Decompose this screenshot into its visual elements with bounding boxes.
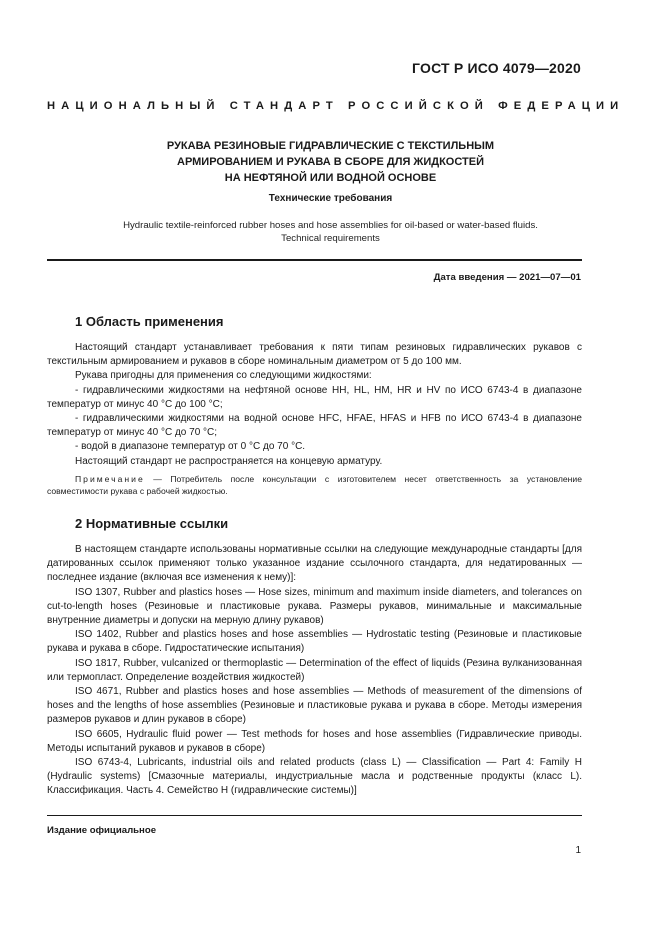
- english-title-line: Hydraulic textile-reinforced rubber hoses and hose assemblies for oil-based or water-based fluids.: [123, 220, 538, 231]
- paragraph: - гидравлическими жидкостями на нефтяной основе HH, HL, HM, HR и HV по ИСО 6743-4 в диапазоне температур от минус 40 °C до 100 °C;: [47, 384, 582, 410]
- section-heading: 2 Нормативные ссылки: [75, 516, 229, 531]
- section-heading: 1 Область применения: [75, 314, 224, 329]
- national-standard-banner: НАЦИОНАЛЬНЫЙ СТАНДАРТ РОССИЙСКОЙ ФЕДЕРАЦИИ: [47, 100, 625, 112]
- reference-item: ISO 1307, Rubber and plastics hoses — Hose sizes, minimum and maximum inside diameters, and tolerances on cut-to-length hoses (Резиновые и пластиковые рукава. Размеры рукавов, минимальные и максимальные внутренние диаметры и допуски на мерную длину рукавов): [47, 586, 582, 627]
- introduction-date: Дата введения — 2021—07—01: [433, 272, 581, 283]
- footer-divider: [47, 815, 582, 816]
- paragraph: В настоящем стандарте использованы нормативные ссылки на следующие международные стандарты [для датированных ссылок применяют только указанное издание ссылочного стандарта, для недатированных — последнее издание (включая все изменения к нему)]:: [47, 544, 582, 584]
- title-line: АРМИРОВАНИЕМ И РУКАВА В СБОРЕ ДЛЯ ЖИДКОСТЕЙ: [177, 156, 484, 168]
- reference-item: ISO 1402, Rubber and plastics hoses and hose assemblies — Hydrostatic testing (Резиновые и пластиковые рукава и рукава в сборе. Гидростатические испытания): [47, 629, 582, 655]
- paragraph: Настоящий стандарт не распространяется на концевую арматуру.: [75, 455, 383, 467]
- page-number: 1: [575, 845, 581, 856]
- paragraph: Настоящий стандарт устанавливает требования к пяти типам резиновых гидравлических рукавов с текстильным армированием и рукавов в сборе номинальным диаметром от 5 до 100 мм.: [47, 342, 582, 368]
- note-label: Примечание: [75, 473, 145, 484]
- gost-number: ГОСТ Р ИСО 4079—2020: [412, 60, 581, 76]
- header-divider: [47, 259, 582, 261]
- reference-item: ISO 6605, Hydraulic fluid power — Test methods for hoses and hose assemblies (Гидравлические приводы. Методы испытаний рукавов и рукавов в сборе): [47, 728, 582, 754]
- document-subtitle: Технические требования: [268, 193, 393, 204]
- section-normative-references: [47, 516, 582, 799]
- paragraph: - водой в диапазоне температур от 0 °C до 70 °C.: [75, 441, 306, 453]
- note-text: — Потребитель после консультации с изготовителем несет ответственность за установление совместимости рукава с рабочей жидкостью.: [47, 473, 582, 497]
- document-title: [80, 138, 581, 186]
- note: [47, 473, 582, 498]
- paragraph: Рукава пригодны для применения со следующими жидкостями:: [75, 370, 372, 382]
- title-line: РУКАВА РЕЗИНОВЫЕ ГИДРАВЛИЧЕСКИЕ С ТЕКСТИЛЬНЫМ: [166, 140, 495, 152]
- section-scope: [47, 314, 582, 498]
- edition-label: Издание официальное: [47, 825, 157, 836]
- reference-item: ISO 6743-4, Lubricants, industrial oils and related products (class L) — Classification — Part 4: Family H (Hydraulic systems) [Смазочные материалы, индустриальные масла и родственные продукты (класс L). Классификация. Часть 4. Семейство H (гидравлические системы)]: [47, 757, 582, 797]
- english-title-line: Technical requirements: [281, 233, 380, 244]
- paragraph: - гидравлическими жидкостями на водной основе HFC, HFAE, HFAS и HFB по ИСО 6743-4 в диапазоне температур от минус 40 °C до 70 °C;: [47, 413, 582, 439]
- title-line: НА НЕФТЯНОЙ ИЛИ ВОДНОЙ ОСНОВЕ: [224, 172, 437, 184]
- english-title: [60, 219, 601, 245]
- reference-item: ISO 4671, Rubber and plastics hoses and hose assemblies — Methods of measurement of the dimensions of hoses and the lengths of hose assemblies (Резиновые и пластиковые рукава и рукава в сборе. Методы измерения размеров рукавов и длин рукавов в сборе): [47, 686, 582, 726]
- reference-item: ISO 1817, Rubber, vulcanized or thermoplastic — Determination of the effect of liquids (Резина вулканизованная или термопласт. Определение воздействия жидкостей): [47, 657, 582, 683]
